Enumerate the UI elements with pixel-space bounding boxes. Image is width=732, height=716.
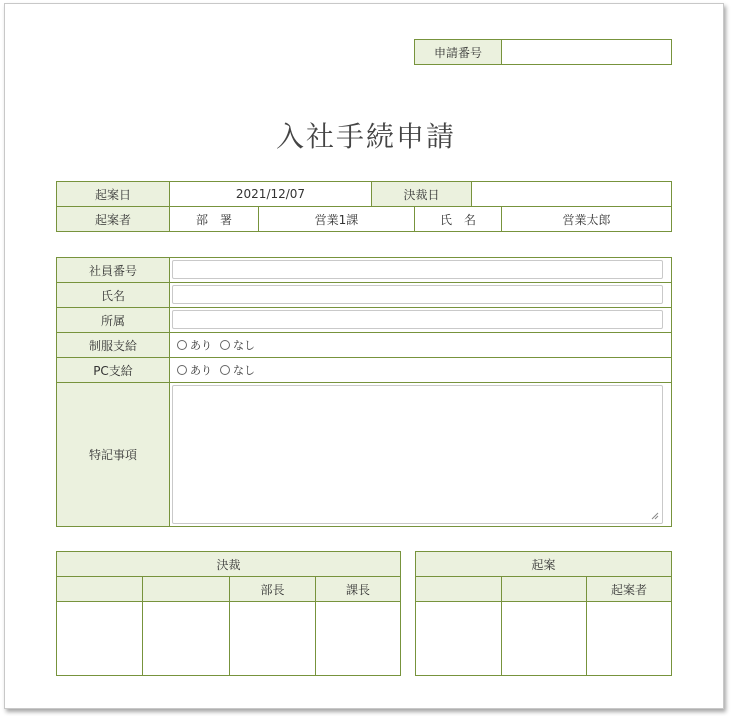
pc-label: PC支給	[56, 357, 170, 383]
draft-role-1	[415, 576, 502, 602]
employee-no-label: 社員番号	[56, 257, 170, 283]
decision-stamp-box-2[interactable]	[142, 601, 230, 676]
decision-stamp-box-section-head[interactable]	[315, 601, 401, 676]
affiliation-input[interactable]	[172, 310, 663, 329]
application-number-label: 申請番号	[414, 39, 502, 65]
draft-role-drafter: 起案者	[586, 576, 672, 602]
remarks-textarea[interactable]	[172, 385, 663, 524]
page-title: 入社手続申請	[275, 120, 456, 153]
pc-no-option[interactable]	[220, 362, 255, 378]
dept-value: 営業1課	[258, 206, 415, 232]
pc-no-label: なし	[233, 364, 255, 377]
draft-stamp-box-2[interactable]	[501, 601, 587, 676]
decision-date-value[interactable]	[471, 181, 672, 207]
decision-header: 決裁	[56, 551, 401, 577]
radio-button-icon[interactable]	[177, 340, 187, 350]
decision-role-1	[56, 576, 143, 602]
remarks-label: 特記事項	[56, 382, 170, 527]
uniform-label: 制服支給	[56, 332, 170, 358]
decision-role-2	[142, 576, 230, 602]
name-label: 氏 名	[414, 206, 502, 232]
pc-yes-option[interactable]	[177, 362, 212, 378]
name-field-label: 氏名	[56, 282, 170, 308]
decision-stamp-box-1[interactable]	[56, 601, 143, 676]
draft-date-label: 起案日	[56, 181, 170, 207]
uniform-no-label: なし	[233, 339, 255, 352]
draft-role-2	[501, 576, 587, 602]
decision-role-dept-head: 部長	[229, 576, 316, 602]
uniform-options	[169, 332, 672, 358]
affiliation-label: 所属	[56, 307, 170, 333]
resize-handle-icon[interactable]	[651, 512, 659, 520]
radio-button-icon[interactable]	[220, 340, 230, 350]
uniform-yes-option[interactable]	[177, 337, 212, 353]
name-value: 営業太郎	[501, 206, 672, 232]
pc-yes-label: あり	[190, 364, 212, 377]
radio-button-icon[interactable]	[177, 365, 187, 375]
draft-stamp-box-drafter[interactable]	[586, 601, 672, 676]
decision-date-label: 決裁日	[371, 181, 472, 207]
draft-header: 起案	[415, 551, 672, 577]
uniform-yes-label: あり	[190, 339, 212, 352]
name-input[interactable]	[172, 285, 663, 304]
application-number-field[interactable]	[501, 39, 672, 65]
uniform-no-option[interactable]	[220, 337, 255, 353]
draft-date-value: 2021/12/07	[169, 181, 372, 207]
dept-label: 部 署	[169, 206, 259, 232]
draft-stamp-box-1[interactable]	[415, 601, 502, 676]
radio-button-icon[interactable]	[220, 365, 230, 375]
employee-no-input[interactable]	[172, 260, 663, 279]
decision-stamp-box-dept-head[interactable]	[229, 601, 316, 676]
decision-role-section-head: 課長	[315, 576, 401, 602]
drafter-label: 起案者	[56, 206, 170, 232]
pc-options	[169, 357, 672, 383]
